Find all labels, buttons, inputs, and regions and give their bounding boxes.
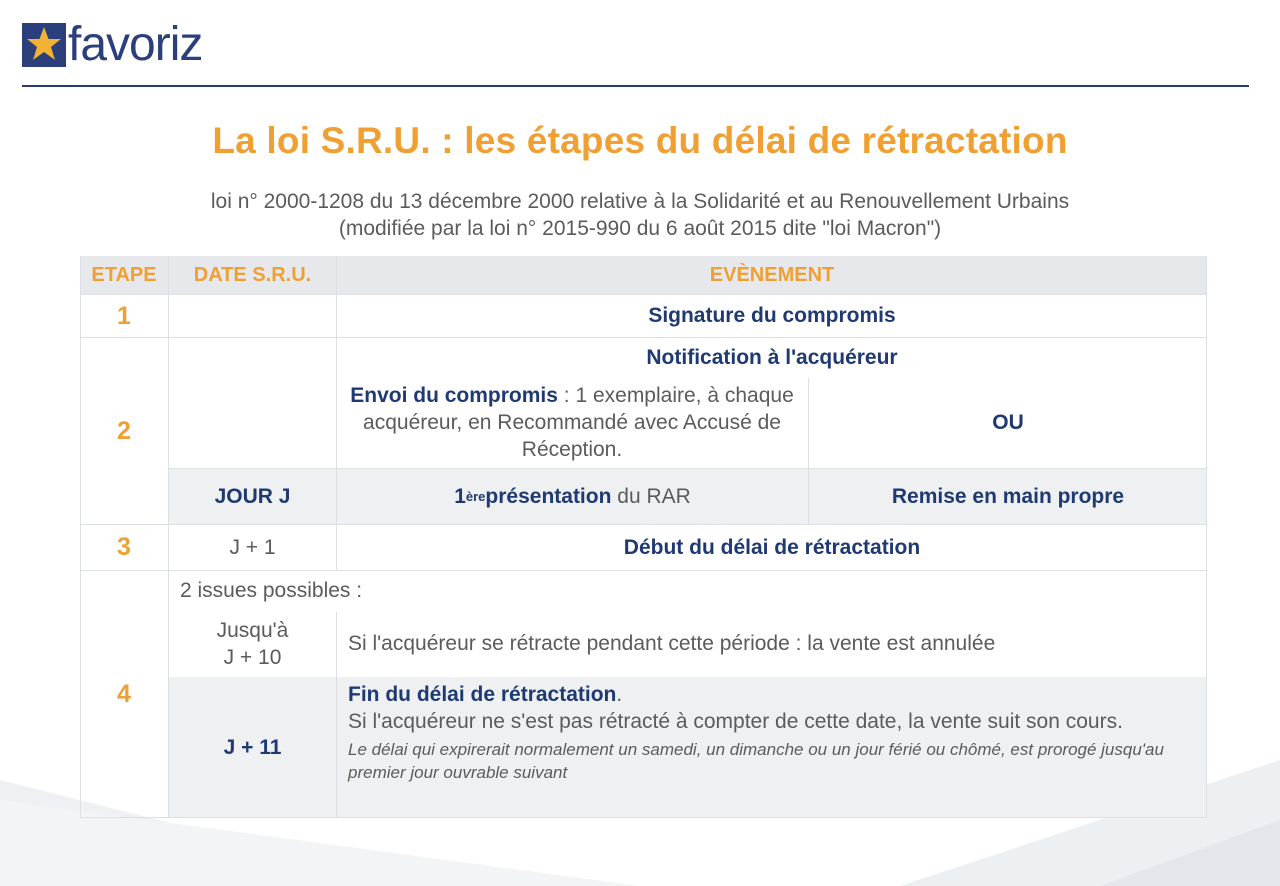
row2-etape: 2: [117, 416, 131, 445]
row4-retracte: Si l'acquéreur se rétracte pendant cette période : la vente est annulée: [348, 632, 996, 655]
logo-text: favoriz: [68, 18, 203, 71]
row1-etape: 1: [117, 301, 131, 330]
grid-line: [168, 256, 169, 818]
row4-fin-text: Si l'acquéreur ne s'est pas rétracté à compter de cette date, la vente suit son cours.: [348, 710, 1123, 733]
row4-fin-bold: Fin du délai de rétractation: [348, 683, 617, 706]
row2-presentation-num: 1: [454, 484, 466, 508]
row4-note: Le délai qui expirerait normalement un samedi, un dimanche ou un jour férié ou chômé, est prorogé jusqu'au premier jour ouvrable suivant: [348, 740, 1164, 782]
header-divider: [22, 85, 1249, 87]
row4-issues: 2 issues possibles :: [180, 579, 363, 602]
grid-line: [80, 256, 81, 818]
row2-envoi: [342, 378, 802, 468]
grid-line: [808, 378, 809, 524]
header-etape: ETAPE: [80, 256, 168, 294]
steps-table: [80, 256, 1207, 818]
row4-etape: 4: [117, 680, 131, 708]
row2-ou: OU: [992, 411, 1024, 434]
row4-jusqua: [169, 612, 336, 676]
row4-fin: [337, 677, 1207, 818]
row4-jusqua-line2: J + 10: [223, 646, 282, 669]
page-title: La loi S.R.U. : les étapes du délai de rétractation: [212, 120, 1068, 161]
row2-presentation-rest: du RAR: [611, 484, 691, 508]
row2-envoi-bold: Envoi du compromis: [350, 384, 558, 407]
header-date: DATE S.R.U.: [169, 256, 336, 294]
grid-line: [80, 817, 1207, 818]
subtitle-line-1: loi n° 2000-1208 du 13 décembre 2000 relative à la Solidarité et au Renouvellement Urbains: [210, 190, 1070, 213]
row2-envoi-rest: : 1 exemplaire, à chaque acquéreur, en Recommandé avec Accusé de Réception.: [363, 384, 794, 461]
subtitle-line-2: (modifiée par la loi n° 2015-990 du 6 août 2015 dite "loi Macron"): [338, 217, 942, 240]
header-evenement: EVÈNEMENT: [337, 256, 1207, 294]
row2-presentation: [337, 469, 808, 524]
row4-j11: J + 11: [169, 677, 336, 818]
grid-line: [1206, 256, 1207, 818]
row2-remise: Remise en main propre: [809, 469, 1207, 524]
grid-line: [169, 468, 1207, 469]
grid-line: [336, 256, 337, 570]
row3-etape: 3: [117, 533, 131, 561]
row3-evenement: Début du délai de rétractation: [623, 535, 921, 559]
logo: [22, 18, 202, 72]
grid-line: [336, 612, 337, 818]
grid-line: [80, 524, 1207, 525]
row3-date: J + 1: [229, 535, 276, 559]
row2-date: JOUR J: [169, 469, 336, 524]
row1-evenement: Signature du compromis: [648, 304, 896, 327]
row2-presentation-bold: présentation: [485, 484, 612, 508]
grid-line: [80, 570, 1207, 571]
row4-fin-dot: .: [616, 683, 623, 706]
row4-jusqua-line1: Jusqu'à: [216, 619, 289, 642]
star-icon: [22, 23, 66, 67]
row2-notification: Notification à l'acquéreur: [646, 346, 898, 369]
grid-line: [80, 337, 1207, 338]
row2-presentation-sup: ère: [465, 489, 486, 504]
page-subtitle: [0, 188, 1280, 242]
grid-line: [80, 294, 1207, 295]
